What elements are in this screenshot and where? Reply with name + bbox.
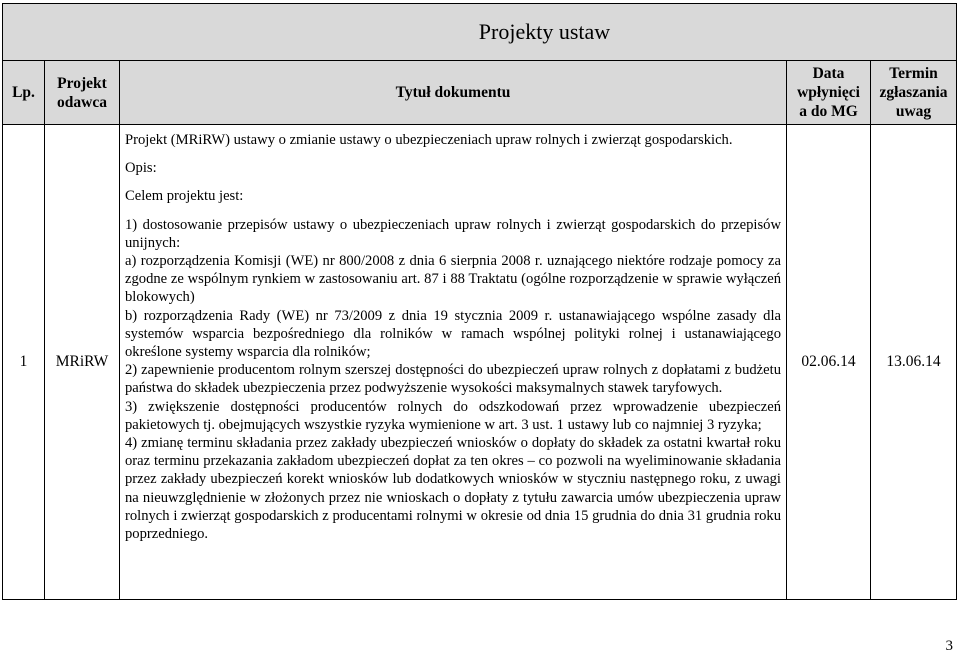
point-1a: a) rozporządzenia Komisji (WE) nr 800/2008 z dnia 6 sierpnia 2008 r. uznającego niektóre rodzaje pomocy za zgodne ze wspólnym rynkiem w zastosowaniu art. 87 i 88 Traktatu (ogólne rozporządzenie w sprawie wyłączeń blokowych) [125, 253, 781, 306]
header-lp-label: Lp. [12, 84, 35, 101]
header-tytul-label: Tytuł dokumentu [395, 84, 511, 101]
row-tytul-cell [119, 124, 787, 600]
header-lp [2, 60, 45, 125]
page-title: Projekty ustaw [478, 19, 611, 44]
opis-label: Opis: [125, 160, 157, 177]
row-termin-cell [870, 124, 957, 600]
row-lp-cell [2, 124, 45, 600]
header-data [786, 60, 871, 125]
table-title-cell [2, 3, 957, 61]
row-lp: 1 [19, 353, 28, 370]
point-4: 4) zmianę terminu składania przez zakłady ubezpieczeń wniosków o dopłaty do składek za ostatni kwartał roku oraz terminu przekazania zakładom ubezpieczeń dopłat za ten okres – co pozwoli na wyeliminowanie składania przez zakłady ubezpieczeń korekt wniosków lub dodatkowych wniosków w styczniu następnego roku, z uwagi na nieuwzględnienie w złożonych przez nie wnioskach o dopłaty z tytułu zawarcia umów ubezpieczenia upraw rolnych i zwierząt gospodarskich z producentami rolnymi w okresie od dnia 15 grudnia do dnia 31 grudnia roku poprzedniego. [125, 435, 781, 543]
header-data-label: Data wpłynięci a do MG [797, 65, 860, 120]
header-termin-label: Termin zgłaszania uwag [879, 65, 948, 120]
point-1: 1) dostosowanie przepisów ustawy o ubezpieczeniach upraw rolnych i zwierząt gospodarskich do przepisów unijnych: [125, 216, 781, 251]
header-projekt-label: Projekt odawca [57, 74, 107, 111]
point-1b: b) rozporządzenia Rady (WE) nr 73/2009 z dnia 19 stycznia 2009 r. ustanawiającego wspólne zasady dla systemów wsparcia bezpośredniego dla rolników w ramach wspólnej polityki rolnej i ustanawiającego określone systemy wsparcia dla rolników; [125, 307, 781, 361]
point-2: 2) zapewnienie producentom rolnym szerszej dostępności do ubezpieczeń upraw rolnych z dopłatami z budżetu państwa do składek ubezpieczenia przez podwyższenie wysokości maksymalnych stawek taryfowych. [125, 362, 781, 397]
row-termin: 13.06.14 [886, 353, 941, 370]
document-intro: Projekt (MRiRW) ustawy o zmianie ustawy o ubezpieczeniach upraw rolnych i zwierząt gospodarskich. [125, 132, 733, 148]
row-data-cell [786, 124, 871, 600]
header-projekt [44, 60, 120, 125]
row-data: 02.06.14 [801, 353, 856, 370]
page-number: 3 [945, 638, 953, 654]
header-termin [870, 60, 957, 125]
header-tytul [119, 60, 787, 125]
row-projekt-cell [44, 124, 120, 600]
row-projekt: MRiRW [55, 353, 109, 370]
celem-label: Celem projektu jest: [125, 188, 244, 205]
point-3: 3) zwiększenie dostępności producentów rolnych do odszkodowań przez wprowadzenie ubezpieczeń pakietowych tj. obejmujących wszystkie ryzyka wymienione w art. 3 ust. 1 ustawy lub co najmniej 3 ryzyka; [125, 398, 781, 433]
